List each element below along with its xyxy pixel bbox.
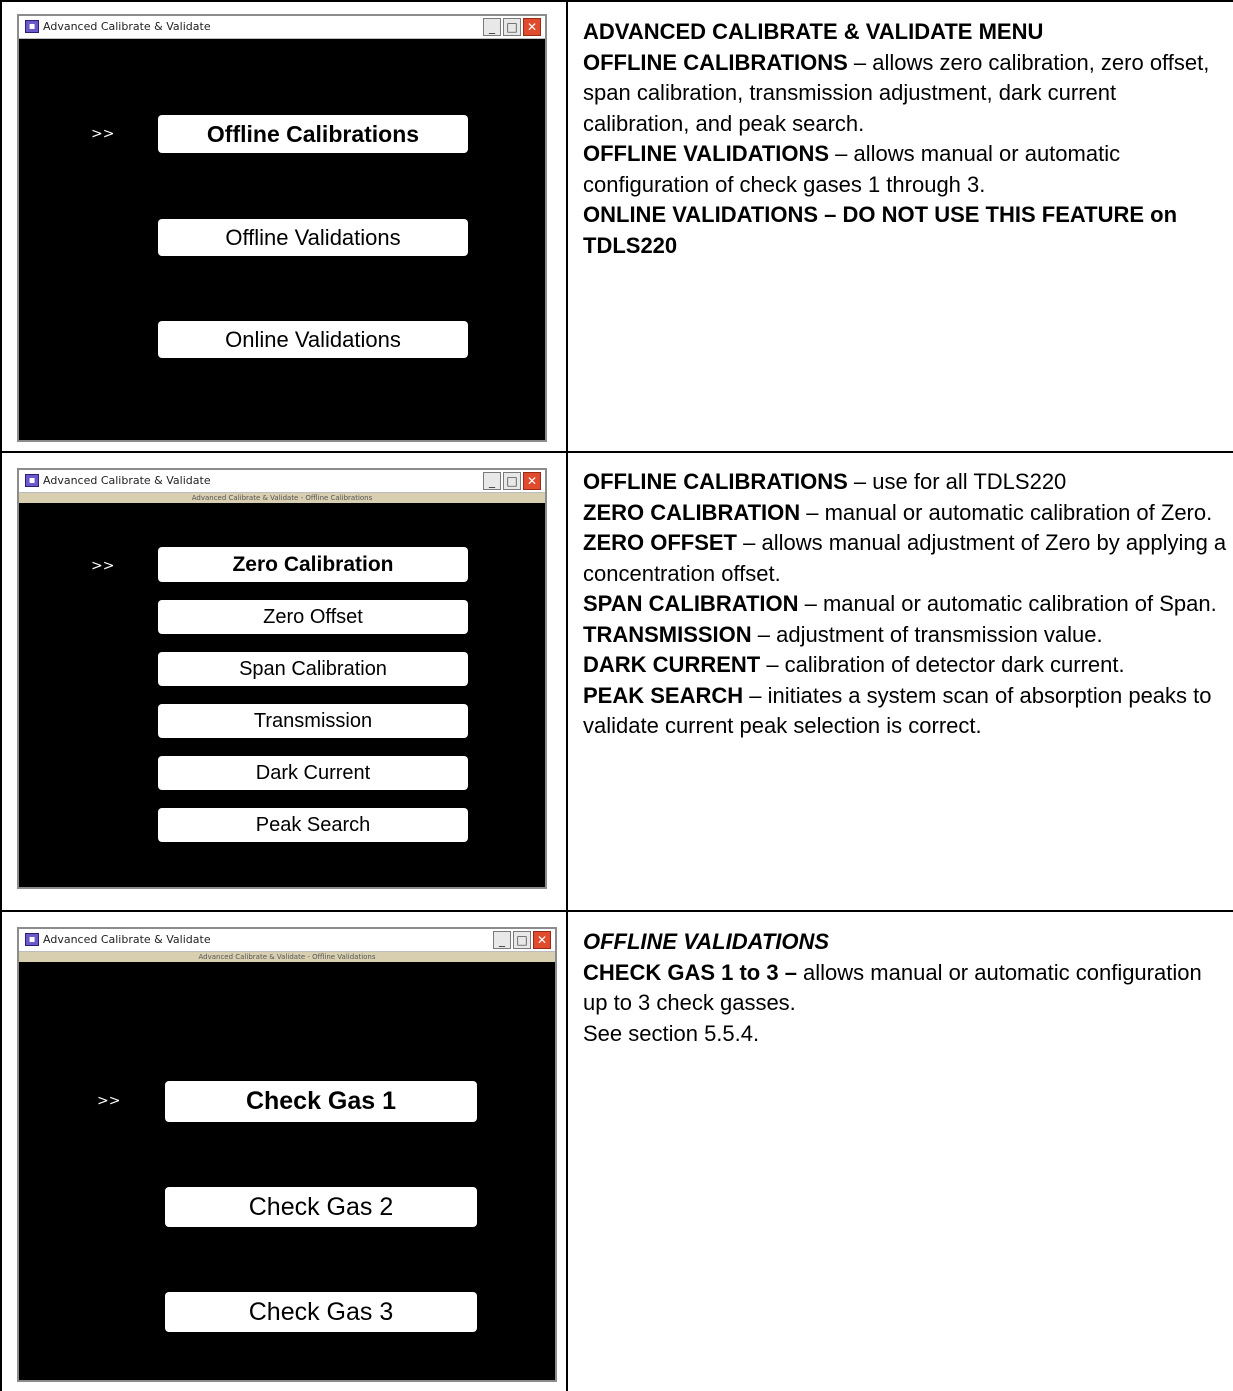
term-offline-calibrations: OFFLINE CALIBRATIONS (583, 49, 848, 75)
description-main-menu (583, 17, 1228, 261)
app-icon: ▪ (25, 20, 39, 33)
term-check-gas: CHECK GAS 1 to 3 – (583, 959, 797, 985)
peak-search-button[interactable]: Peak Search (158, 808, 468, 842)
term-online-validations: ONLINE VALIDATIONS – DO NOT USE THIS FEATURE on TDLS220 (583, 202, 1178, 258)
online-validations-button[interactable]: Online Validations (158, 321, 468, 358)
close-button[interactable]: ✕ (533, 931, 551, 949)
app-icon: ▪ (25, 474, 39, 487)
zero-calibration-button[interactable]: Zero Calibration (158, 547, 468, 582)
definition-zero-offset: – allows manual adjustment of Zero by applying a concentration offset. (583, 530, 1227, 586)
dark-current-button[interactable]: Dark Current (158, 756, 468, 790)
definition-check-gas: allows manual or automatic configuration up to 3 check gasses. (583, 959, 1202, 1015)
row-divider-1 (0, 451, 1233, 453)
term-zero-offset: ZERO OFFSET (583, 530, 737, 555)
table-border-left (0, 0, 2, 1391)
term-offline-validations: OFFLINE VALIDATIONS (583, 141, 830, 166)
title-bar (19, 470, 545, 493)
window-title: Advanced Calibrate & Validate (43, 20, 211, 33)
definition-transmission: – adjustment of transmission value. (751, 621, 1103, 647)
main-menu-window (17, 14, 547, 442)
close-button[interactable]: ✕ (523, 18, 541, 36)
term-zero-calibration: ZERO CALIBRATION (583, 499, 801, 525)
check-gas-1-button[interactable]: Check Gas 1 (165, 1081, 477, 1122)
definition-peak-search: – initiates a system scan of absorption peaks to validate current peak selection is correct. (583, 682, 1212, 738)
definition-span-calibration: – manual or automatic calibration of Span. (798, 591, 1217, 616)
subtitle: Advanced Calibrate & Validate - Offline Validations (198, 953, 376, 961)
description-offline-validations (583, 927, 1228, 1049)
row-divider-2 (0, 910, 1233, 912)
selection-arrow: >> (91, 126, 115, 142)
maximize-button[interactable]: □ (503, 472, 521, 490)
term-offline-calibrations: OFFLINE CALIBRATIONS (583, 469, 848, 494)
minimize-button[interactable]: _ (483, 18, 501, 36)
zero-offset-button[interactable]: Zero Offset (158, 600, 468, 634)
span-calibration-button[interactable]: Span Calibration (158, 652, 468, 686)
subtitle-bar (19, 952, 555, 962)
title-bar (19, 929, 555, 952)
minimize-button[interactable]: _ (483, 472, 501, 490)
selection-arrow: >> (91, 558, 115, 574)
window-title: Advanced Calibrate & Validate (43, 933, 211, 946)
offline-calibrations-button[interactable]: Offline Calibrations (158, 115, 468, 153)
app-icon: ▪ (25, 933, 39, 946)
definition-offline-validations: – allows manual or automatic configuration of check gases 1 through 3. (583, 141, 1121, 197)
term-transmission: TRANSMISSION (583, 621, 752, 647)
selection-arrow: >> (97, 1093, 121, 1109)
offline-calibrations-window (17, 468, 547, 889)
offline-validations-window (17, 927, 557, 1382)
definition-offline-calibrations: – use for all TDLS220 (847, 469, 1067, 494)
term-dark-current: DARK CURRENT (583, 652, 761, 677)
heading: ADVANCED CALIBRATE & VALIDATE MENU (583, 19, 1044, 44)
offline-validations-button[interactable]: Offline Validations (158, 219, 468, 256)
subtitle-bar (19, 493, 545, 503)
term-peak-search: PEAK SEARCH (583, 682, 744, 708)
definition-zero-calibration: – manual or automatic calibration of Zero. (800, 499, 1213, 525)
check-gas-2-button[interactable]: Check Gas 2 (165, 1187, 477, 1227)
transmission-button[interactable]: Transmission (158, 704, 468, 738)
description-offline-calibrations (583, 467, 1228, 742)
term-span-calibration: SPAN CALIBRATION (583, 591, 799, 616)
heading: OFFLINE VALIDATIONS (583, 929, 830, 954)
minimize-button[interactable]: _ (493, 931, 511, 949)
maximize-button[interactable]: □ (513, 931, 531, 949)
maximize-button[interactable]: □ (503, 18, 521, 36)
check-gas-3-button[interactable]: Check Gas 3 (165, 1292, 477, 1332)
title-bar (19, 16, 545, 39)
column-divider (566, 0, 568, 1391)
table-border-top (0, 0, 1233, 2)
subtitle: Advanced Calibrate & Validate - Offline Calibrations (191, 494, 373, 502)
window-title: Advanced Calibrate & Validate (43, 474, 211, 487)
definition-offline-calibrations: – allows zero calibration, zero offset, span calibration, transmission adjustment, dark current calibration, and peak search. (583, 49, 1210, 136)
section-reference: See section 5.5.4. (583, 1020, 760, 1046)
close-button[interactable]: ✕ (523, 472, 541, 490)
definition-dark-current: – calibration of detector dark current. (760, 652, 1125, 677)
